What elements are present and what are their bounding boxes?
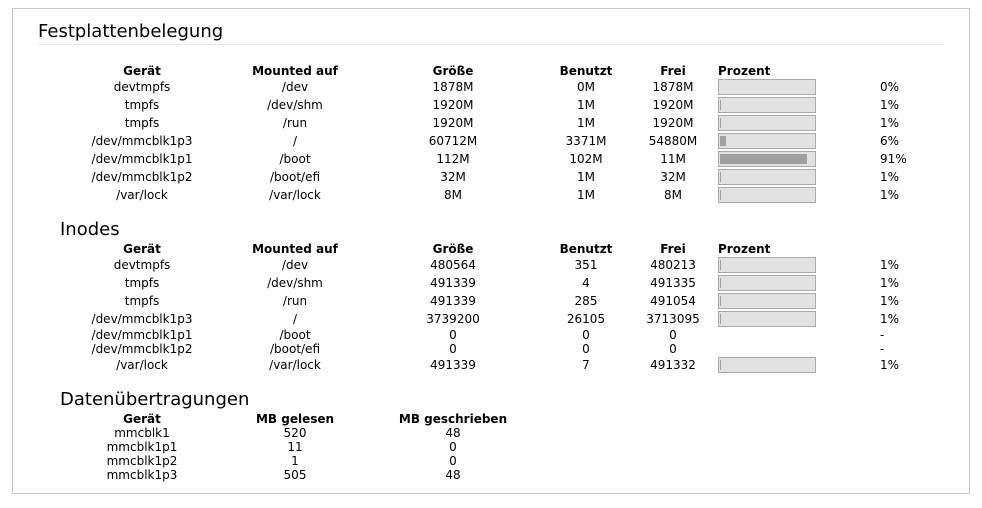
used-cell: 351	[574, 258, 598, 272]
column-header-free: Frei	[660, 242, 686, 256]
device-cell: mmcblk1p1	[106, 440, 178, 454]
device-cell: /dev/mmcblk1p2	[91, 170, 193, 184]
usage-progress-bar	[718, 115, 816, 131]
device-cell: /var/lock	[116, 188, 168, 202]
usage-progress-fill	[720, 154, 807, 164]
read-cell: 505	[283, 468, 307, 482]
table-row	[0, 151, 982, 167]
column-header-size: Größe	[432, 242, 474, 256]
column-header-written: MB geschrieben	[398, 412, 508, 426]
usage-progress-fill	[720, 136, 726, 146]
used-cell: 7	[582, 358, 590, 372]
column-header-percent: Prozent	[718, 64, 771, 78]
usage-progress-bar	[718, 97, 816, 113]
size-cell: 491339	[430, 358, 476, 372]
table-row	[0, 341, 982, 357]
device-cell: /dev/mmcblk1p1	[91, 328, 193, 342]
disk-usage-title: Festplattenbelegung	[38, 21, 224, 42]
table-row	[0, 257, 982, 273]
size-cell: 1920M	[432, 98, 474, 112]
column-header-mount: Mounted auf	[252, 242, 338, 256]
device-cell: tmpfs	[124, 98, 160, 112]
mount-cell: /run	[282, 116, 308, 130]
column-header-read: MB gelesen	[255, 412, 335, 426]
device-cell: /dev/mmcblk1p1	[91, 152, 193, 166]
usage-progress-bar	[718, 151, 816, 167]
mount-cell: /dev/shm	[267, 98, 323, 112]
transfers-title: Datenübertragungen	[60, 389, 250, 410]
table-row	[0, 169, 982, 185]
size-cell: 491339	[430, 294, 476, 308]
used-cell: 1M	[577, 116, 595, 130]
mount-cell: /boot/efi	[269, 170, 321, 184]
device-cell: /dev/mmcblk1p3	[91, 312, 193, 326]
percent-cell: -	[880, 342, 885, 356]
percent-cell: 1%	[880, 258, 900, 272]
column-header-size: Größe	[432, 64, 474, 78]
table-row	[0, 97, 982, 113]
percent-cell: 6%	[880, 134, 900, 148]
used-cell: 4	[582, 276, 590, 290]
used-cell: 102M	[569, 152, 603, 166]
used-cell: 285	[574, 294, 598, 308]
size-cell: 480564	[430, 258, 476, 272]
device-cell: mmcblk1p2	[106, 454, 178, 468]
written-cell: 0	[449, 454, 457, 468]
used-cell: 1M	[577, 170, 595, 184]
table-row	[0, 187, 982, 203]
percent-cell: 1%	[880, 98, 900, 112]
device-cell: devtmpfs	[113, 80, 171, 94]
column-header-percent: Prozent	[718, 242, 771, 256]
table-row	[0, 311, 982, 327]
free-cell: 491054	[650, 294, 696, 308]
written-cell: 48	[445, 426, 461, 440]
percent-cell: -	[880, 328, 885, 342]
size-cell: 1920M	[432, 116, 474, 130]
usage-progress-bar	[718, 275, 816, 291]
table-row	[0, 275, 982, 291]
table-row	[0, 293, 982, 309]
column-header-device: Gerät	[123, 242, 161, 256]
device-cell: /dev/mmcblk1p3	[91, 134, 193, 148]
table-row	[0, 467, 982, 483]
device-cell: tmpfs	[124, 116, 160, 130]
percent-cell: 1%	[880, 170, 900, 184]
device-cell: tmpfs	[124, 276, 160, 290]
size-cell: 3739200	[426, 312, 480, 326]
usage-progress-fill	[720, 172, 721, 182]
free-cell: 491335	[650, 276, 696, 290]
disk-header-row	[0, 63, 982, 79]
usage-progress-bar	[718, 169, 816, 185]
usage-progress-bar	[718, 133, 816, 149]
read-cell: 11	[287, 440, 303, 454]
column-header-free: Frei	[660, 64, 686, 78]
used-cell: 1M	[577, 188, 595, 202]
mount-cell: /	[292, 312, 298, 326]
usage-progress-fill	[720, 278, 721, 288]
size-cell: 8M	[444, 188, 462, 202]
device-cell: mmcblk1	[114, 426, 170, 440]
percent-cell: 91%	[880, 152, 907, 166]
used-cell: 0	[582, 342, 590, 356]
column-header-device: Gerät	[123, 64, 161, 78]
usage-progress-bar	[718, 293, 816, 309]
usage-progress-bar	[718, 79, 816, 95]
used-cell: 3371M	[565, 134, 607, 148]
device-cell: mmcblk1p3	[106, 468, 178, 482]
mount-cell: /boot	[279, 328, 311, 342]
used-cell: 0	[582, 328, 590, 342]
percent-cell: 1%	[880, 116, 900, 130]
size-cell: 491339	[430, 276, 476, 290]
free-cell: 480213	[650, 258, 696, 272]
usage-progress-fill	[720, 296, 721, 306]
free-cell: 1920M	[652, 98, 694, 112]
usage-progress-fill	[720, 314, 721, 324]
usage-progress-bar	[718, 311, 816, 327]
mount-cell: /dev	[281, 80, 309, 94]
mount-cell: /var/lock	[269, 188, 321, 202]
free-cell: 491332	[650, 358, 696, 372]
percent-cell: 1%	[880, 294, 900, 308]
mount-cell: /	[292, 134, 298, 148]
written-cell: 48	[445, 468, 461, 482]
used-cell: 0M	[577, 80, 595, 94]
read-cell: 520	[283, 426, 307, 440]
usage-progress-fill	[720, 260, 721, 270]
percent-cell: 1%	[880, 312, 900, 326]
device-cell: devtmpfs	[113, 258, 171, 272]
inodes-header-row	[0, 241, 982, 257]
table-row	[0, 79, 982, 95]
size-cell: 0	[449, 328, 457, 342]
column-header-device: Gerät	[123, 412, 161, 426]
free-cell: 54880M	[648, 134, 698, 148]
free-cell: 1878M	[652, 80, 694, 94]
percent-cell: 1%	[880, 188, 900, 202]
usage-progress-bar	[718, 357, 816, 373]
free-cell: 1920M	[652, 116, 694, 130]
mount-cell: /dev/shm	[267, 276, 323, 290]
free-cell: 8M	[664, 188, 682, 202]
mount-cell: /boot/efi	[269, 342, 321, 356]
size-cell: 1878M	[432, 80, 474, 94]
usage-progress-fill	[720, 100, 721, 110]
column-header-used: Benutzt	[559, 242, 613, 256]
percent-cell: 0%	[880, 80, 900, 94]
read-cell: 1	[291, 454, 299, 468]
free-cell: 0	[669, 342, 677, 356]
mount-cell: /boot	[279, 152, 311, 166]
table-row	[0, 133, 982, 149]
size-cell: 60712M	[428, 134, 478, 148]
usage-progress-fill	[720, 190, 721, 200]
free-cell: 3713095	[646, 312, 700, 326]
table-row	[0, 357, 982, 373]
mount-cell: /run	[282, 294, 308, 308]
mount-cell: /dev	[281, 258, 309, 272]
usage-progress-bar	[718, 187, 816, 203]
free-cell: 0	[669, 328, 677, 342]
device-cell: tmpfs	[124, 294, 160, 308]
inodes-title: Inodes	[60, 219, 120, 240]
size-cell: 32M	[440, 170, 466, 184]
device-cell: /dev/mmcblk1p2	[91, 342, 193, 356]
used-cell: 26105	[566, 312, 606, 326]
written-cell: 0	[449, 440, 457, 454]
column-header-used: Benutzt	[559, 64, 613, 78]
usage-progress-fill	[720, 118, 721, 128]
percent-cell: 1%	[880, 358, 900, 372]
free-cell: 11M	[660, 152, 686, 166]
used-cell: 1M	[577, 98, 595, 112]
usage-progress-bar	[718, 257, 816, 273]
usage-progress-fill	[720, 360, 721, 370]
size-cell: 112M	[436, 152, 470, 166]
table-row	[0, 115, 982, 131]
free-cell: 32M	[660, 170, 686, 184]
size-cell: 0	[449, 342, 457, 356]
title-divider	[38, 44, 944, 45]
percent-cell: 1%	[880, 276, 900, 290]
column-header-mount: Mounted auf	[252, 64, 338, 78]
mount-cell: /var/lock	[269, 358, 321, 372]
device-cell: /var/lock	[116, 358, 168, 372]
